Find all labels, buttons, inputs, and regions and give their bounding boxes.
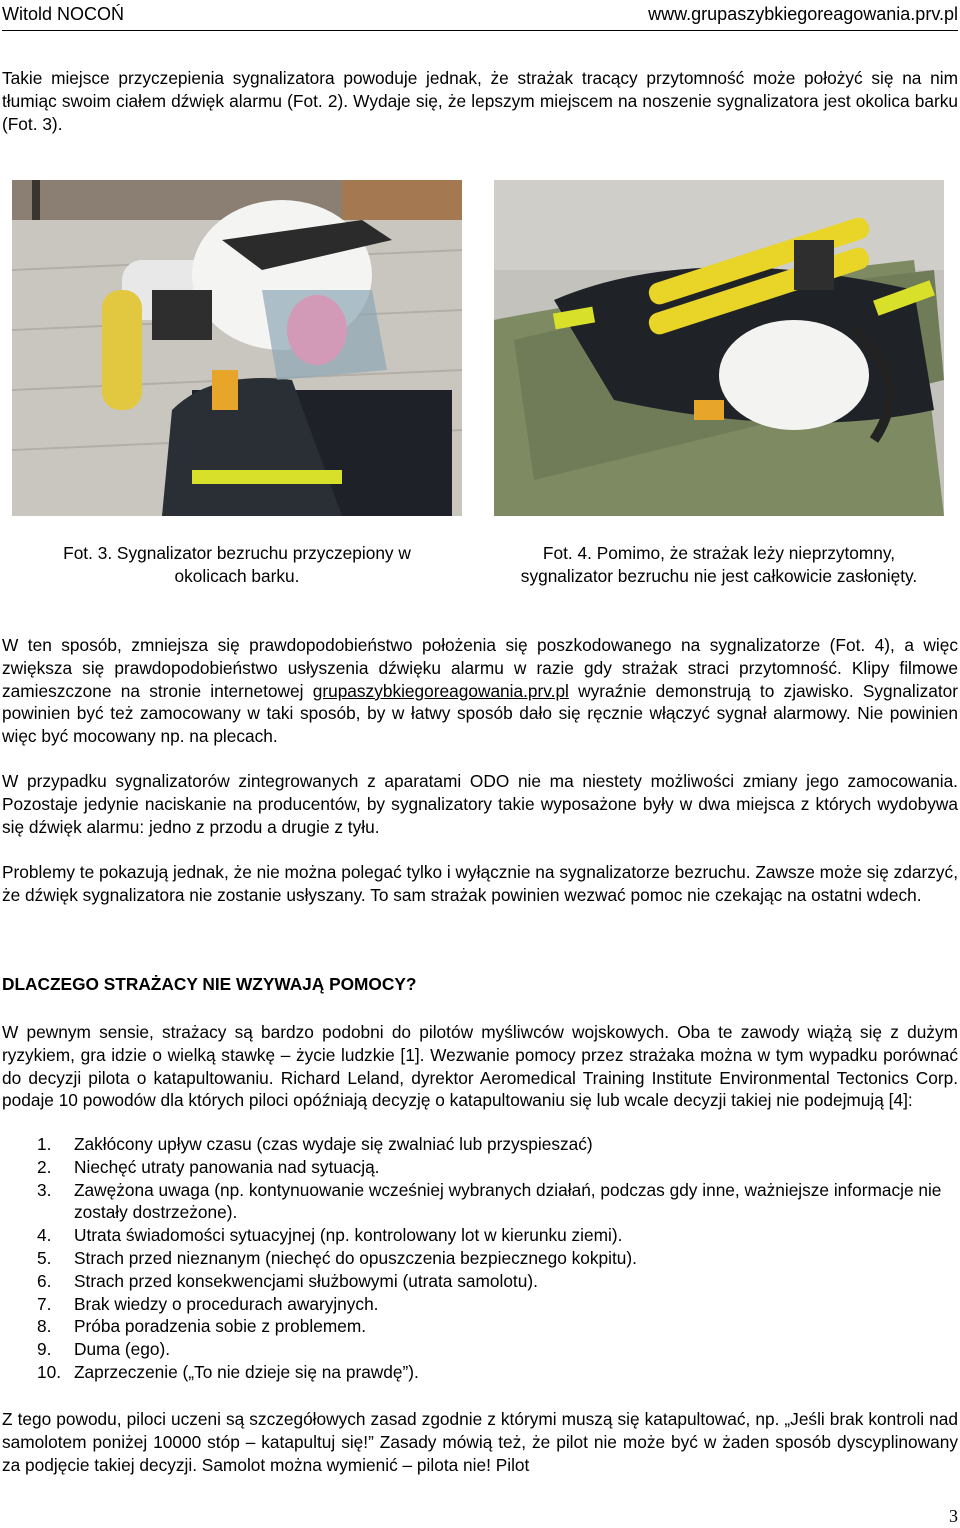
list-item-text: Duma (ego). [74,1339,171,1360]
list-item-number: 1. [37,1134,52,1154]
paragraph-3: Problemy te pokazują jednak, że nie można polegać tylko i wyłącznie na sygnalizatorze bezruchu. Zawsze może się zdarzyć, że dźwięk sygnalizatora nie zostanie usłyszany. To sam strażak powinien wezwać pomoc nie czekając na ostatni wdech. [2,862,958,905]
list-item-number: 10. [37,1361,62,1382]
list-item-number: 6. [37,1270,52,1291]
figure-3-caption-line2: okolicach barku. [174,565,300,586]
list-item [2,1361,958,1384]
firefighter-shoulder-image [12,180,462,516]
photo-firefighter-shoulder [12,180,462,516]
list-item-text: Zakłócony upływ czasu (czas wydaje się zwalniać lub przyspieszać) [74,1134,593,1154]
list-item [2,1338,958,1361]
list-item [2,1270,958,1293]
author-name: Witold NOCOŃ [2,4,125,24]
list-item-number: 8. [37,1316,52,1337]
intro-paragraph: Takie miejsce przyczepienia sygnalizatora powoduje jednak, że strażak tracący przytomność może położyć się na nim tłumiąc swoim ciałem dźwięk alarmu (Fot. 2). Wydaje się, że lepszym miejscem na noszenie sygnalizatora jest okolica barku (Fot. 3). [2,68,958,134]
figure-3-caption [12,542,462,588]
firefighter-lying-image [494,180,944,516]
page-number: 3 [949,1506,958,1526]
website-link[interactable]: grupaszybkiegoreagowania.prv.pl [312,680,569,701]
list-item-text: Brak wiedzy o procedurach awaryjnych. [74,1293,379,1314]
list-item-text: Strach przed konsekwencjami służbowymi (utrata samolotu). [74,1270,538,1291]
list-item-number: 5. [37,1247,52,1268]
figure-4-caption-line2: sygnalizator bezruchu nie jest całkowicie zasłonięty. [520,565,918,586]
paragraph-2: W przypadku sygnalizatorów zintegrowanych z aparatami ODO nie ma niestety możliwości zmiany jego zamocowania. Pozostaje jedynie naciskanie na producentów, by sygnalizatory takie wyposażone były w dwa miejsca z których wydobywa się dźwięk alarmu: jedno z przodu a drugie z tyłu. [2,771,958,837]
figure-3-caption-line1: Fot. 3. Sygnalizator bezruchu przyczepiony w [63,543,411,563]
reasons-list [2,1133,958,1384]
paragraph-4: W pewnym sensie, strażacy są bardzo podobni do pilotów myśliwców wojskowych. Oba te zawody wiążą się z dużym ryzykiem, gra idzie o wielką stawkę – życie ludzkie [1]. Wezwanie pomocy przez strażaka można w tym wypadku porównać do decyzji pilota o katapultowaniu. Richard Leland, dyrektor Aeromedical Training Institute Environmental Tectonics Corp. podaje 10 powodów dla których piloci opóźniają decyzję o katapultowaniu się lub wcale decyzji takiej nie podejmują [4]: [2,1022,958,1111]
list-item [2,1293,958,1316]
list-item-number: 3. [37,1179,52,1200]
section-heading: DLACZEGO STRAŻACY NIE WZYWAJĄ POMOCY? [2,974,417,994]
list-item-text: Zawężona uwaga (np. kontynuowanie wcześniej wybranych działań, podczas gdy inne, ważniejsze informacje nie zostały dostrzeżone). [74,1179,942,1223]
figure-4-caption [484,542,954,588]
list-item [2,1315,958,1338]
list-item-number: 7. [37,1293,52,1314]
list-item [2,1133,958,1156]
list-item [2,1224,958,1247]
list-item-text: Niechęć utraty panowania nad sytuacją. [74,1156,380,1177]
list-item-text: Zaprzeczenie („To nie dzieje się na prawdę”). [74,1361,419,1382]
page-header [2,0,958,31]
paragraph-1-text-b: wyraźnie demonstrują to zjawisko. Sygnalizator powinien być też zamocowany w taki sposób, by w łatwy sposób dało się ręcznie włączyć sygnał alarmowy. Nie powinien więc być mocowany np. na plecach. [2,680,958,747]
figure-4-caption-line1: Fot. 4. Pomimo, że strażak leży nieprzytomny, [542,543,896,563]
website-url[interactable]: www.grupaszybkiegoreagowania.prv.pl [648,4,958,24]
list-item [2,1156,958,1179]
paragraph-5: Z tego powodu, piloci uczeni są szczegółowych zasad zgodnie z którymi muszą się katapultować, np. „Jeśli brak kontroli nad samolotem poniżej 10000 stóp – katapultuj się!” Zasady mówią też, że pilot nie może być w żaden sposób dyscyplinowany za podjęcie takiej decyzji. Samolot można wymienić – pilota nie! Pilot [2,1409,958,1475]
paragraph-1-text-a: W ten sposób, zmniejsza się prawdopodobieństwo położenia się poszkodowanego na sygnalizatorze (Fot. 4), a więc zwiększa się prawdopodobieństwo usłyszenia dźwięku alarmu w razie gdy strażak straci przytomność. Klipy filmowe zamieszczone na stronie internetowej [2,635,958,701]
photo-firefighter-lying [494,180,944,516]
list-item [2,1179,958,1225]
list-item-text: Próba poradzenia sobie z problemem. [74,1316,367,1337]
paragraph-1 [2,634,958,748]
list-item-text: Strach przed nieznanym (niechęć do opuszczenia bezpiecznego kokpitu). [74,1247,637,1268]
list-item-number: 2. [37,1156,52,1177]
list-item-number: 4. [37,1225,52,1246]
list-item-text: Utrata świadomości sytuacyjnej (np. kontrolowany lot w kierunku ziemi). [74,1225,623,1246]
list-item-number: 9. [37,1339,52,1360]
list-item [2,1247,958,1270]
